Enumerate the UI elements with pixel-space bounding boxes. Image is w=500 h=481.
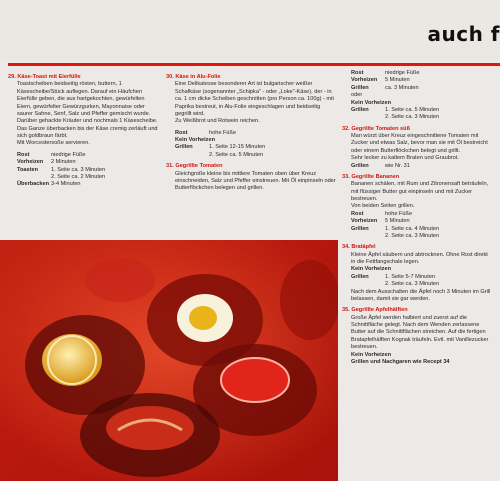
- recipe-29-text: Toastscheiben beidseitig rösten, buttern, 1 Käsescheibe/Stück auflegen. Darauf ein Häufchen Eierfülle geben, die aus hartgekochten, gewürfelten Eiern, gewürfelter Gewürzgurken, Mayonnaise oder saurer Sahne, Senf, Salz und Pfeffer gemischt wurde. Darüber gehackte Kräuter und nochmals 1 Käsescheibe. Das Ganze überbacken bis der Käse cremig zerläuft und sich goldbraun färbt.: [17, 81, 158, 139]
- recipe-number: 29.: [8, 74, 16, 80]
- setting-value: hohe Füße: [385, 210, 413, 217]
- recipe-30-text: Eine Delikatesse besonderer Art ist bulgarischer weißer Schafkäse (sogenannter „Schipka" - oder „Loke"-Käse), der - in ca. 1 cm dicke Scheiben geschnitten (pro Person ca. 100g) - mit Paprika bestreut, in Alu-Folie eingeschlagen und beidseitig gegrillt wird.: [175, 81, 334, 117]
- setting-value: 2. Seite ca. 3 Minuten: [385, 281, 440, 288]
- recipe-33-heading: [342, 174, 492, 181]
- setting-value: 2. Seite ca. 3 Minuten: [385, 114, 440, 121]
- setting-value: 2. Seite ca. 2 Minuten: [51, 173, 106, 180]
- recipe-32-settings: [351, 163, 492, 170]
- header-rule: [8, 63, 500, 66]
- recipe-35-text: Große Äpfel werden halbiert und zuerst auf die Schnittfläche gelegt. Nach dem Wenden zerlassene Butter auf die Schnittflächen streichen. Auf die fertigen Bratapfelhälften Kognak träufeln. Evtl. mit Vanillezucker bestreuen.: [351, 314, 489, 351]
- recipe-33-text: Bananen schälen, mit Rum und Zitronensaft beträufeln, mit flüssiger Butter gut einpinseln und mit Zucker bestreuen.: [351, 181, 489, 202]
- setting-value: 2. Seite ca. 3 Minuten: [385, 232, 440, 239]
- recipe-35-footer: Grillen und Nachgaren wie Recept 34: [351, 358, 450, 365]
- setting-value: 5 Minuten: [385, 77, 410, 84]
- recipe-number: 30.: [166, 74, 174, 80]
- recipe-31-heading: [166, 163, 336, 170]
- column-2: [166, 70, 336, 193]
- setting-value: 1. Seite ca. 3 Minuten: [51, 166, 106, 173]
- recipe-title: Gegrillte Bananen: [351, 173, 400, 180]
- setting-label: Rost: [351, 70, 364, 76]
- lemon-slice-shape: [42, 334, 102, 386]
- setting-value: niedrige Füße: [385, 70, 420, 76]
- recipe-34-settings: [351, 274, 492, 289]
- recipe-29-heading: [8, 74, 158, 81]
- setting-value: 1. Seite ca. 4 Minuten: [385, 225, 440, 232]
- setting-label: Rost: [351, 210, 364, 217]
- page-header-title: auch f: [427, 22, 500, 46]
- recipe-34-heading: [342, 244, 492, 251]
- setting-value: 5 Minuten: [385, 218, 410, 225]
- setting-label: Vorheizen: [351, 77, 378, 84]
- recipe-number: 34.: [342, 244, 350, 251]
- setting-value: 1. Seite 12-15 Minuten: [209, 144, 266, 151]
- recipe-31-grill: [351, 107, 492, 122]
- setting-value: 3-4 Minuten: [51, 181, 81, 188]
- recipe-number: 32.: [342, 125, 350, 132]
- egg-yolk-shape: [189, 306, 217, 330]
- setting-label: Überbacken: [17, 181, 50, 188]
- recipe-31-settings: [351, 70, 492, 92]
- recipe-title: Gegrillte Tomaten süß: [351, 125, 410, 132]
- recipe-30-grill: [175, 144, 336, 159]
- setting-label: Toasten: [17, 166, 39, 173]
- recipe-32-heading: [342, 126, 492, 133]
- setting-label: Grillen: [351, 225, 369, 232]
- recipe-title: Gegrillte Tomaten: [175, 163, 223, 170]
- grilled-dishes-illustration: [0, 240, 338, 481]
- recipe-number: 35.: [342, 307, 350, 314]
- recipe-33-settings: [351, 211, 492, 241]
- recipe-30-extra: Zu Weißbrot und Rotwein reichen.: [175, 118, 260, 125]
- setting-label: Rost: [175, 129, 188, 136]
- recipe-title: Bratäpfel: [351, 244, 376, 251]
- setting-value: 1. Seite ca. 5 Minuten: [385, 106, 440, 113]
- column-1: [8, 70, 158, 189]
- recipe-31-text: Gleichgroße kleine bis mittlere Tomaten oben über Kreuz einschneiden, Salz und Pfeffer einstreuen. Mit Öl einpinseln oder Butterflöckchen belegen und grillen.: [175, 170, 336, 192]
- setting-value: 2 Minuten: [51, 159, 76, 166]
- or-label: oder: [351, 92, 363, 99]
- setting-label: Vorheizen: [17, 159, 44, 166]
- recipe-30-settings: [175, 130, 336, 137]
- recipe-number: 33.: [342, 173, 350, 180]
- no-preheat-label: Kein Vorheizen: [351, 266, 391, 273]
- setting-label: Vorheizen: [351, 218, 378, 225]
- no-preheat-label: Kein Vorheizen: [351, 351, 391, 358]
- recipe-34-extra: Nach dem Ausschalten die Äpfel noch 3 Minuten im Grill belassen, damit sie gar werden.: [351, 288, 491, 302]
- setting-value: niedrige Füße: [51, 151, 86, 158]
- setting-value: hohe Füße: [209, 129, 237, 136]
- setting-value: wie Nr. 31: [385, 162, 410, 169]
- recipe-35-heading: [342, 307, 492, 314]
- setting-value: 1. Seite 5-7 Minuten: [385, 273, 436, 280]
- tomato-shape: [221, 358, 289, 402]
- setting-value: ca. 3 Minuten: [385, 84, 419, 91]
- recipe-32-extra: Sehr lecker zu kaltem Braten und Graubrot.: [351, 155, 459, 162]
- recipe-title: Gegrillte Apfelhälften: [351, 307, 408, 314]
- page-top-margin: [0, 0, 500, 60]
- no-preheat-label: Kein Vorheizen: [351, 99, 391, 106]
- recipe-title: Käse-Toast mit Eierfülle: [17, 74, 81, 80]
- setting-label: Grillen: [175, 144, 193, 151]
- no-preheat-label: Kein Vorheizen: [175, 137, 215, 143]
- recipe-number: 31.: [166, 163, 174, 170]
- recipe-33-extra: Von beiden Seiten grillen.: [351, 203, 415, 210]
- setting-label: Grillen: [351, 84, 369, 91]
- food-photo: [0, 240, 338, 481]
- setting-value: 2. Seite ca. 5 Minuten: [209, 151, 264, 158]
- recipe-title: Käse in Alu-Folie: [175, 74, 221, 80]
- setting-label: Rost: [17, 151, 30, 158]
- setting-label: Grillen: [351, 106, 369, 113]
- recipe-29-settings: [17, 152, 158, 189]
- setting-label: Grillen: [351, 162, 369, 169]
- setting-label: Grillen: [351, 273, 369, 280]
- column-3: [342, 70, 492, 366]
- recipe-32-text: Man würzt über Kreuz eingeschnittene Tomaten mit Zucker und etwas Salz, bevor man sie mit Öl bestreicht oder einem Butterflöckchen belegt und grillt.: [351, 133, 488, 154]
- recipe-29-extra: Mit Worcestersoße servieren.: [17, 140, 90, 147]
- recipe-34-text: Kleine Äpfel säubern und abtrocknen. Ohne Rost direkt in die Fettfangschale legen.: [351, 251, 488, 265]
- recipe-30-heading: [166, 74, 336, 81]
